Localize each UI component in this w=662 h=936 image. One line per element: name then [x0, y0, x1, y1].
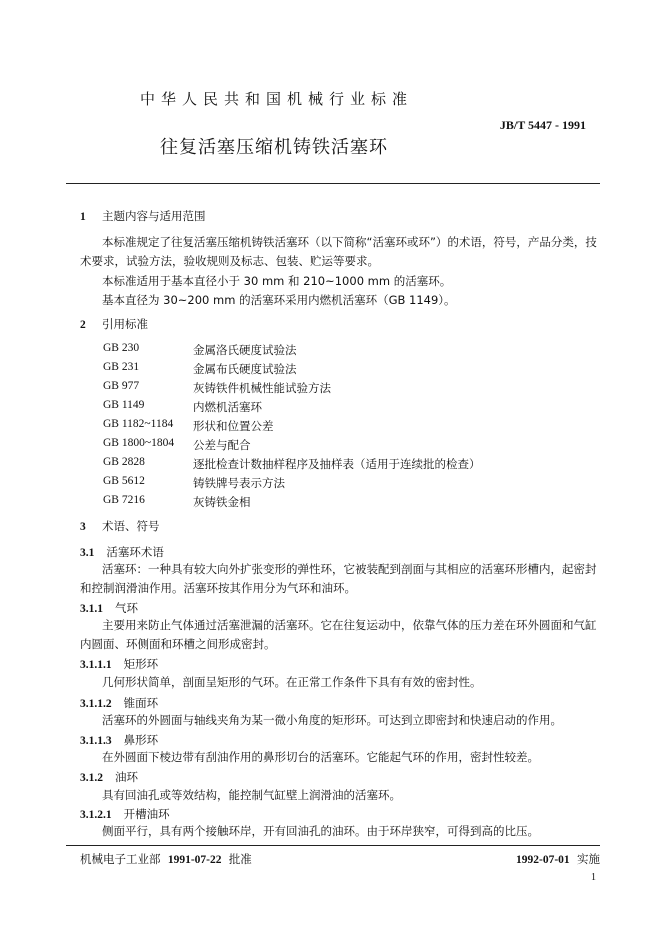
- section-2-heading: [80, 316, 148, 332]
- ref-code: GB 5612: [103, 475, 145, 487]
- subsection-number: 3.1.2: [80, 772, 103, 784]
- section-title: 主题内容与适用范围: [102, 209, 206, 223]
- ref-code: GB 1182~1184: [103, 418, 174, 430]
- ref-code: GB 7216: [103, 494, 145, 506]
- ref-code: GB 1149: [103, 399, 145, 411]
- paragraph: 活塞环的外圆面与轴线夹角为某一微小角度的矩形环。可达到立即密封和快速启动的作用。: [102, 713, 562, 727]
- ref-code: GB 231: [103, 361, 140, 373]
- subsection-3-1-1-1-heading: [80, 656, 158, 672]
- ref-code: GB 1800~1804: [103, 437, 175, 449]
- section-number: 3: [80, 521, 86, 533]
- ref-code: GB 230: [103, 342, 140, 354]
- paragraph: 活塞环：一种具有较大向外扩张变形的弹性环，它被装配到剖面与其相应的活塞环形槽内，起密封和控制润滑油作用。活塞环按其作用分为气环和油环。: [80, 562, 597, 595]
- ref-code: GB 977: [103, 380, 140, 392]
- subsection-3-1-1-2-heading: [80, 695, 158, 711]
- impl-date: 1992-07-01: [516, 854, 570, 866]
- subsection-number: 3.1.1: [80, 603, 103, 615]
- paragraph: 本标准规定了往复活塞压缩机铸铁活塞环（以下简称“活塞环或环”）的术语，符号，产品分类，技术要求，试验方法，验收规则及标志、包装、贮运等要求。: [80, 235, 597, 268]
- subsection-number: 3.1.1.1: [80, 659, 112, 671]
- paragraph: 具有回油孔或等效结构，能控制气缸壁上润滑油的活塞环。: [102, 788, 401, 802]
- ref-name: 公差与配合: [193, 438, 251, 452]
- paragraph: 基本直径为 30~200 mm 的活塞环采用内燃机活塞环（GB 1149）。: [102, 293, 456, 307]
- standard-organization: 中华人民共和国机械行业标准: [140, 90, 414, 108]
- header-divider: [66, 183, 600, 184]
- subsection-title: 活塞环术语: [106, 545, 164, 559]
- subsection-title: 矩形环: [123, 657, 159, 671]
- subsection-3-1-heading: [80, 544, 164, 560]
- section-3-heading: [80, 518, 160, 534]
- subsection-title: 油环: [115, 770, 139, 784]
- subsection-number: 3.1.2.1: [80, 809, 112, 821]
- ref-name: 金属洛氏硬度试验法: [193, 343, 297, 357]
- implementation-info: [516, 851, 600, 867]
- document-title: 往复活塞压缩机铸铁活塞环: [160, 137, 388, 158]
- ref-name: 铸铁牌号表示方法: [193, 476, 285, 490]
- subsection-title: 锥面环: [123, 696, 159, 710]
- page-number: 1: [591, 872, 596, 883]
- ref-name: 灰铸铁件机械性能试验方法: [193, 381, 331, 395]
- ref-name: 灰铸铁金相: [193, 495, 251, 509]
- paragraph: 几何形状简单，剖面呈矩形的气环。在正常工作条件下具有有效的密封性。: [102, 675, 482, 689]
- ref-name: 金属布氏硬度试验法: [193, 362, 297, 376]
- approver: 机械电子工业部: [80, 852, 161, 866]
- standard-number: JB/T 5447 - 1991: [499, 118, 586, 132]
- subsection-title: 气环: [115, 601, 139, 615]
- paragraph: 主要用来防止气体通过活塞泄漏的活塞环。它在往复运动中，依靠气体的压力差在环外圆面和气缸内圆面、环侧面和环槽之间形成密封。: [80, 618, 597, 651]
- subsection-number: 3.1.1.3: [80, 735, 112, 747]
- subsection-number: 3.1: [80, 547, 95, 559]
- subsection-title: 开槽油环: [123, 807, 170, 821]
- ref-name: 逐批检查计数抽样程序及抽样表（适用于连续批的检查）: [193, 457, 481, 471]
- section-title: 术语、符号: [102, 519, 160, 533]
- approve-date: 1991-07-22: [167, 854, 222, 866]
- paragraph: 侧面平行，具有两个接触环岸，开有回油孔的油环。由于环岸狭窄，可得到高的比压。: [102, 824, 539, 838]
- approval-info: [80, 851, 252, 867]
- section-number: 2: [80, 319, 86, 331]
- subsection-title: 鼻形环: [123, 733, 159, 747]
- paragraph: 本标准适用于基本直径小于 30 mm 和 210~1000 mm 的活塞环。: [102, 274, 452, 288]
- section-1-heading: [80, 208, 206, 224]
- footer-divider: [66, 845, 600, 846]
- subsection-3-1-1-heading: [80, 600, 138, 616]
- ref-code: GB 2828: [103, 456, 145, 468]
- paragraph: 在外圆面下棱边带有刮油作用的鼻形切台的活塞环。它能起气环的作用，密封性较差。: [102, 750, 539, 764]
- subsection-3-1-2-heading: [80, 769, 138, 785]
- subsection-number: 3.1.1.2: [80, 698, 112, 710]
- section-title: 引用标准: [102, 317, 148, 331]
- impl-label: 实施: [577, 852, 600, 866]
- subsection-3-1-1-3-heading: [80, 732, 158, 748]
- ref-name: 内燃机活塞环: [193, 400, 262, 414]
- ref-name: 形状和位置公差: [193, 419, 274, 433]
- subsection-3-1-2-1-heading: [80, 806, 170, 822]
- approve-label: 批准: [228, 852, 252, 866]
- section-number: 1: [80, 211, 86, 223]
